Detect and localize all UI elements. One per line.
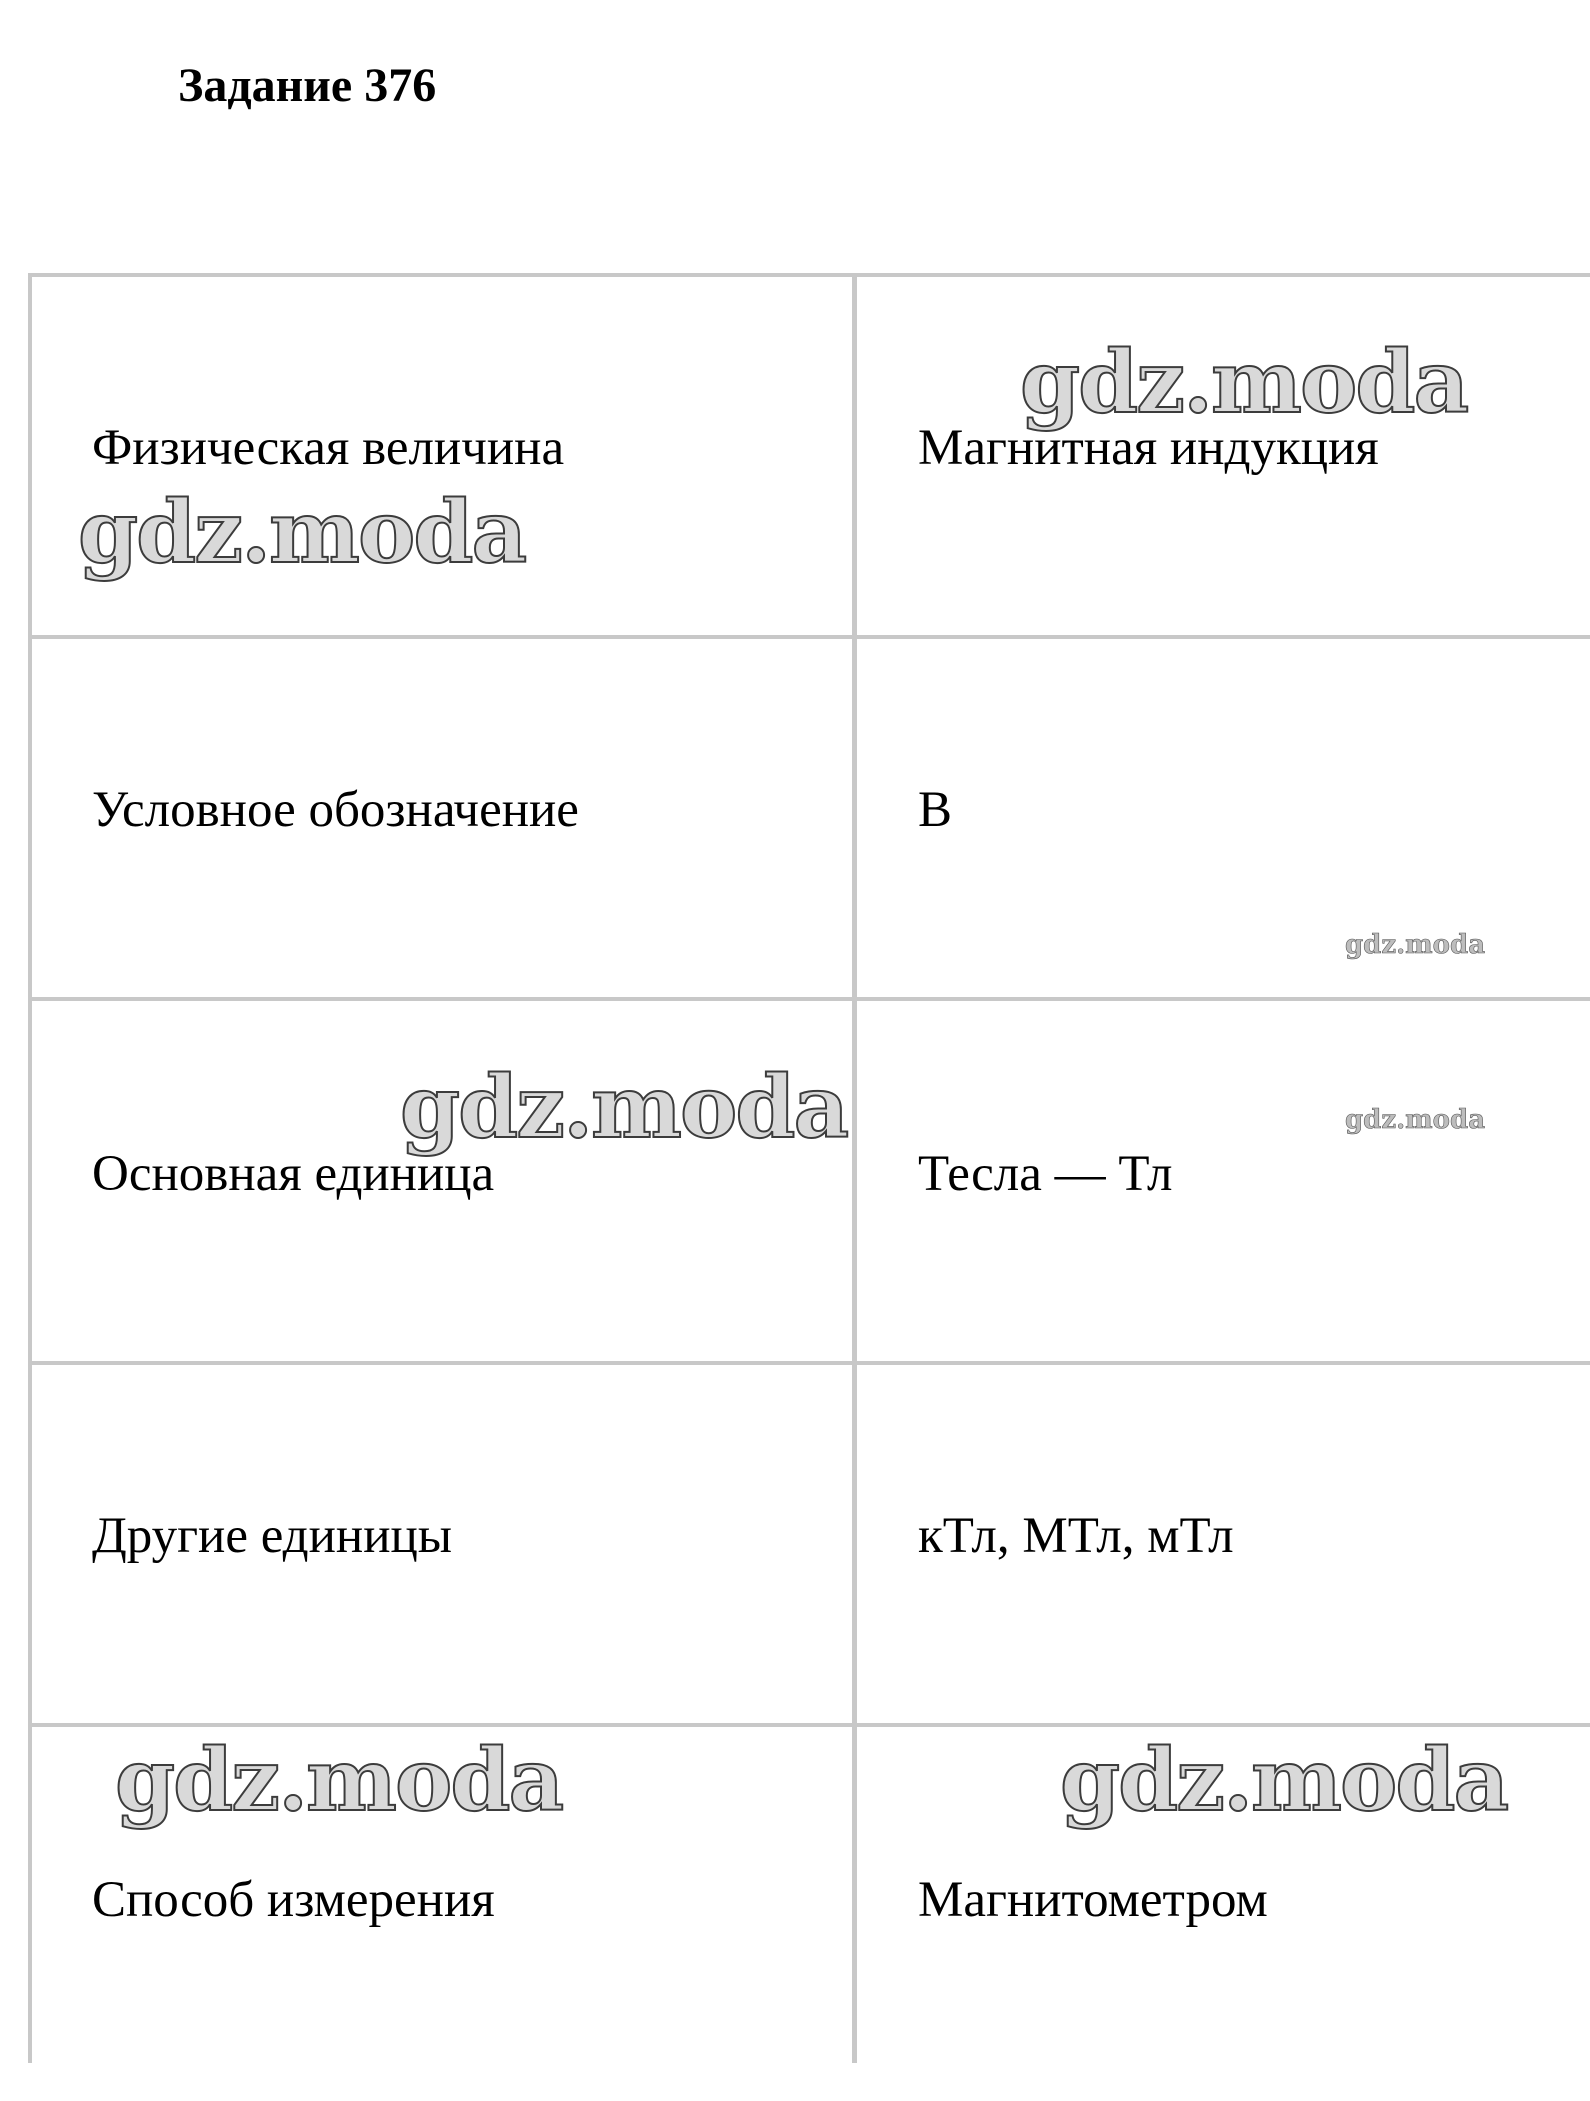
watermark: gdz.moda — [115, 1730, 563, 1831]
row-label-base-unit: Основная единица — [92, 1146, 495, 1202]
watermark: gdz.moda — [1345, 1105, 1486, 1135]
watermark: gdz.moda — [400, 1057, 848, 1158]
row-label-measurement-method: Способ измерения — [92, 1872, 495, 1928]
row-value-other-units: кТл, МТл, мТл — [918, 1508, 1234, 1564]
row-label-other-units: Другие единицы — [92, 1508, 453, 1564]
table-row-divider — [28, 997, 1590, 1001]
table-border-top — [28, 273, 1590, 277]
table-row-divider — [28, 1361, 1590, 1365]
page-title: Задание 376 — [178, 59, 437, 112]
watermark: gdz.moda — [1345, 930, 1486, 960]
table-column-divider — [852, 273, 857, 2063]
row-value-base-unit: Тесла — Тл — [918, 1146, 1173, 1202]
watermark: gdz.moda — [1020, 332, 1468, 433]
row-label-symbol: Условное обозначение — [92, 782, 579, 838]
table-border-left — [28, 273, 32, 2063]
watermark: gdz.moda — [1060, 1730, 1508, 1831]
row-value-physical-quantity: Магнитная индукция — [918, 420, 1379, 476]
row-value-measurement-method: Магнитометром — [918, 1872, 1268, 1928]
table-row-divider — [28, 635, 1590, 639]
table-row-divider — [28, 1723, 1590, 1727]
watermark: gdz.moda — [78, 482, 526, 583]
row-value-symbol: B — [918, 782, 953, 838]
row-label-physical-quantity: Физическая величина — [92, 420, 565, 476]
